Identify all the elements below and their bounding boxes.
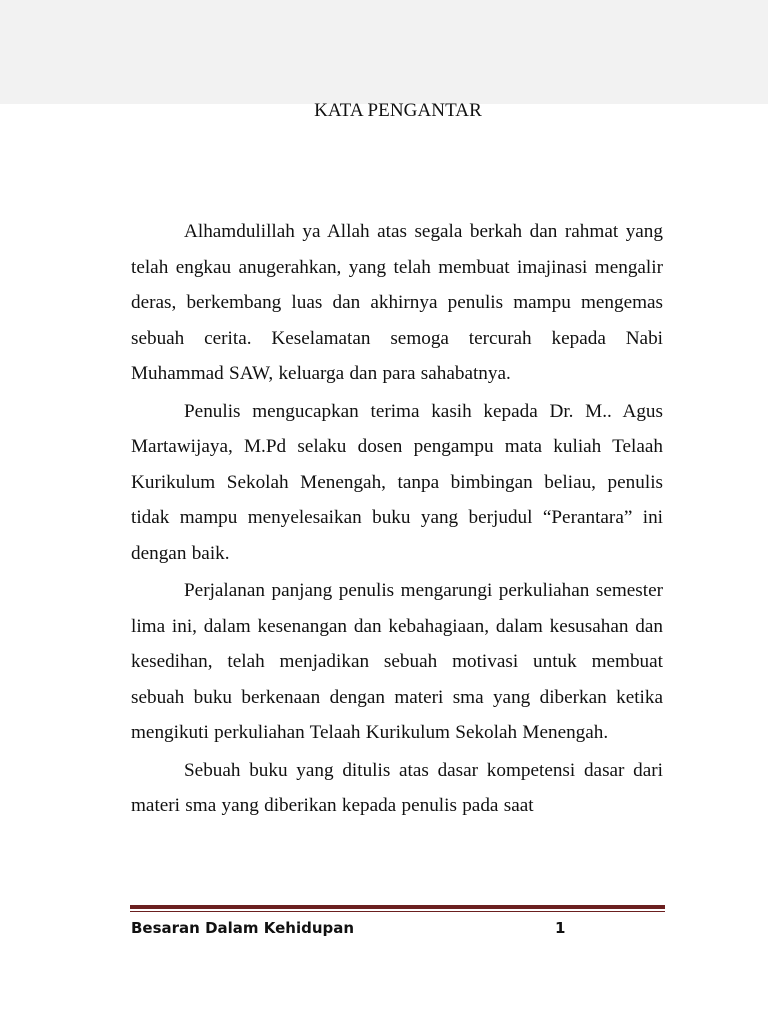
paragraph-opening: Alhamdulillah ya Allah atas segala berkah dan rahmat yang telah engkau anugerahkan, yang telah membuat imajinasi mengalir deras, berkembang luas dan akhirnya penulis mampu mengemas sebuah cerita. Keselamatan semoga tercurah kepada Nabi Muhammad SAW, keluarga dan para sahabatnya. [131,221,663,384]
page-top-margin [0,0,768,104]
footer-book-title: Besaran Dalam Kehidupan [131,919,355,937]
page-number: 1 [555,919,566,937]
paragraph-thanks: Penulis mengucapkan terima kasih kepada Dr. M.. Agus Martawijaya, M.Pd selaku dosen pengampu mata kuliah Telaah Kurikulum Sekolah Menengah, tanpa bimbingan beliau, penulis tidak mampu menyelesaikan buku yang berjudul “Perantara” ini dengan baik. [131,400,663,564]
page-title: KATA PENGANTAR [314,100,482,121]
footer-divider-thin [130,911,665,912]
paragraph-basis: Sebuah buku yang ditulis atas dasar kompetensi dasar dari materi sma yang diberikan kepada penulis pada saat [131,759,663,816]
paragraph-journey: Perjalanan panjang penulis mengarungi perkuliahan semester lima ini, dalam kesenangan dan kebahagiaan, dalam kesusahan dan kesedihan, telah menjadikan sebuah motivasi untuk membuat sebuah buku berkenaan dengan materi sma yang diberkan ketika mengikuti perkuliahan Telaah Kurikulum Sekolah Menengah. [131,580,663,743]
footer-divider [130,905,665,909]
document-body [131,214,663,826]
